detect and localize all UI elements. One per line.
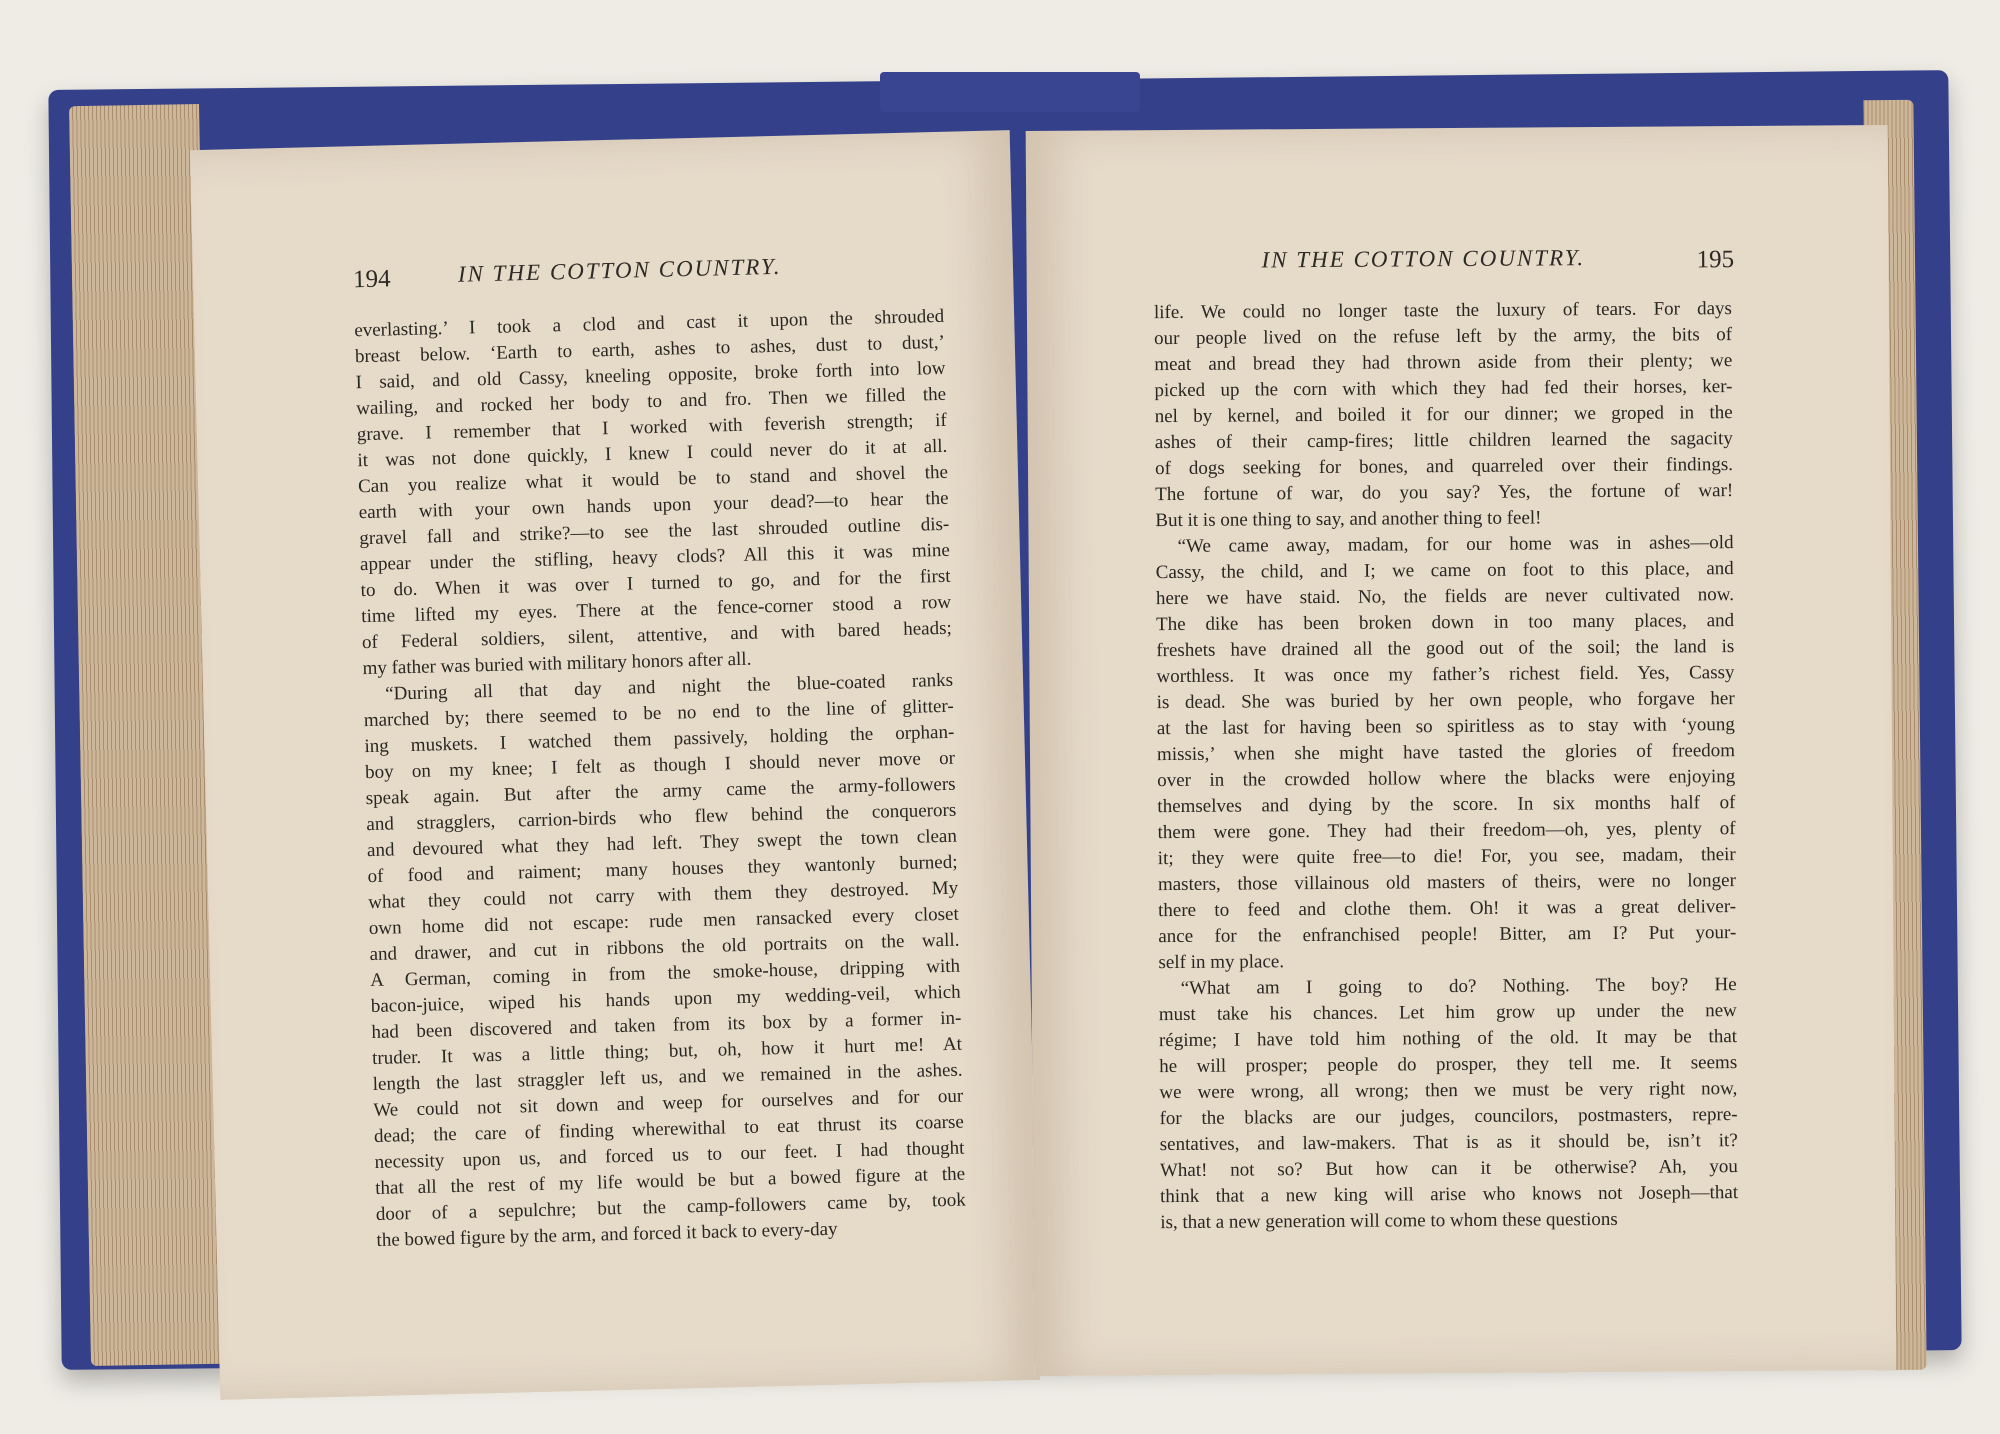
right-running-head: IN THE COTTON COUNTRY. [1261, 245, 1586, 273]
text-line: ashes of their camp-fires; little children learned the sagacity [1154, 428, 1733, 454]
text-line: Can you realize what it would be to stand and shovel the [357, 461, 949, 498]
text-line: truder. It was a little thing; but, oh, how it hurt me! At [371, 1033, 963, 1070]
text-line: must take his chances. Let him grow up under the new [1158, 1000, 1737, 1026]
text-line: We could not sit down and weep for ourselves and for our [373, 1085, 964, 1122]
text-line: of food and raiment; many houses they wantonly burned; [367, 851, 958, 888]
text-line: he will prosper; people do prosper, they tell me. It seems [1159, 1052, 1738, 1078]
text-line: gravel fall and strike?—to see the last shrouded outline dis- [359, 513, 950, 550]
text-line: at the last for having been so spiritless as to stay with ‘young [1156, 714, 1735, 740]
text-line: “We came away, madam, for our home was in ashes—old [1177, 532, 1734, 557]
text-line: appear under the stifling, heavy clods? All this it was mine [359, 539, 951, 576]
text-line: time lifted my eyes. There at the fence-corner stood a row [361, 591, 952, 628]
right-page-number: 195 [1696, 246, 1735, 274]
text-line: Cassy, the child, and I; we came on foot to this place, and [1155, 558, 1734, 584]
text-line: themselves and dying by the score. In six months half of [1157, 792, 1736, 818]
text-line: door of a sepulchre; but the camp-followers came by, took [375, 1189, 966, 1225]
text-line: What! not so? But how can it be otherwise? Ah, you [1159, 1156, 1738, 1182]
text-line: it; they were quite free—to die! For, you see, madam, their [1157, 844, 1736, 870]
text-line: grave. I remember that I worked with feverish strength; if [356, 409, 947, 446]
text-line: ance for the enfranchised people! Bitter, am I? Put your- [1158, 922, 1737, 948]
text-line: nel by kernel, and boiled it for our dinner; we groped in the [1154, 402, 1733, 428]
text-line: speak again. But after the army came the army-followers [365, 773, 956, 810]
text-line: meat and bread they had thrown aside from their plenty; we [1154, 350, 1733, 376]
text-line: boy on my knee; I felt as though I should never move or [364, 747, 956, 784]
left-page-text [354, 304, 967, 1254]
text-line: picked up the corn with which they had fed their horses, ker- [1154, 376, 1733, 402]
text-line: that all the rest of my life would be but a bowed figure at the [375, 1163, 966, 1199]
right-page-text [1154, 296, 1739, 1236]
text-line: I said, and old Cassy, kneeling opposite, broke forth into low [355, 357, 946, 394]
text-line: we were wrong, all wrong; then we must be very right now, [1159, 1078, 1738, 1104]
text-line: length the last straggler left us, and we remained in the ashes. [372, 1059, 963, 1096]
text-line: missis,’ when she might have tasted the glories of freedom [1156, 740, 1736, 766]
text-line: the bowed figure by the arm, and forced it back to every-day [376, 1218, 838, 1251]
text-line: The fortune of war, do you say? Yes, the fortune of war! [1155, 480, 1734, 506]
text-line: over in the crowded hollow where the blacks were enjoying [1157, 766, 1736, 792]
text-line: of Federal soldiers, silent, attentive, and with bared heads; [361, 617, 953, 654]
text-line: of dogs seeking for bones, and quarreled over their findings. [1154, 454, 1734, 480]
text-line: everlasting.’ I took a clod and cast it upon the shrouded [354, 305, 945, 342]
text-line: to do. When it was over I turned to go, and for the first [360, 565, 951, 602]
left-running-head: IN THE COTTON COUNTRY. [457, 253, 782, 287]
text-line: is dead. She was buried by her own people, who forgave her [1156, 688, 1735, 714]
text-line: ing muskets. I watched them passively, holding the orphan- [364, 721, 955, 758]
book-spine [880, 72, 1140, 112]
text-line: earth with your own hands upon your dead?—to hear the [358, 487, 949, 524]
text-line: wailing, and rocked her body to and fro. Then we filled the [355, 383, 947, 420]
text-line: self in my place. [1158, 951, 1285, 974]
text-line: marched by; there seemed to be no end to the line of glitter- [363, 695, 954, 732]
text-line: and drawer, and cut in ribbons the old portraits on the wall. [369, 929, 960, 966]
text-line: what they could not carry with them they destroyed. My [368, 877, 959, 914]
text-line: had been discovered and taken from its box by a former in- [371, 1007, 962, 1044]
text-line: But it is one thing to say, and another thing to feel! [1155, 507, 1542, 532]
text-line: for the blacks are our judges, councilors, postmasters, repre- [1159, 1104, 1738, 1130]
text-line: my father was buried with military honors after all. [362, 648, 752, 680]
text-line: our people lived on the refuse left by the army, the bits of [1154, 324, 1733, 350]
right-page [1026, 125, 1897, 1376]
text-line: “During all that day and night the blue-coated ranks [384, 669, 954, 705]
text-line: breast below. ‘Earth to earth, ashes to ashes, dust to dust,’ [354, 331, 946, 368]
text-line: bacon-juice, wiped his hands upon my wedding-veil, which [370, 981, 961, 1018]
text-line: own home did not escape: rude men ransacked every closet [368, 903, 960, 940]
text-line: there to feed and clothe them. Oh! it was a great deliver- [1158, 896, 1737, 922]
text-line: think that a new king will arise who knows not Joseph—that [1160, 1182, 1739, 1208]
text-line: life. We could no longer taste the luxury of tears. For days [1153, 298, 1732, 324]
text-line: here we have staid. No, the fields are never cultivated now. [1155, 584, 1734, 610]
text-line: The dike has been broken down in too many places, and [1156, 610, 1735, 636]
text-line: régime; I have told him nothing of the old. It may be that [1158, 1026, 1738, 1052]
text-line: worthless. It was once my father’s richest field. Yes, Cassy [1156, 662, 1735, 688]
text-line: is, that a new generation will come to whom these questions [1160, 1208, 1618, 1234]
text-line: it was not done quickly, I knew I could never do it at all. [357, 435, 948, 472]
text-line: dead; the care of finding wherewithal to eat thrust its coarse [373, 1111, 965, 1147]
text-line: and stragglers, carrion-birds who flew behind the conquerors [366, 799, 957, 836]
left-page-number: 194 [352, 265, 391, 294]
text-line: freshets have drained all the good out of the soil; the land is [1156, 636, 1735, 662]
text-line: and devoured what they had left. They swept the town clean [366, 825, 958, 862]
text-line: them were gone. They had their freedom—oh, yes, plenty of [1157, 818, 1736, 844]
text-line: sentatives, and law-makers. That is as it should be, isn’t it? [1159, 1130, 1738, 1156]
text-line: masters, those villainous old masters of theirs, were no longer [1157, 870, 1736, 896]
text-line: necessity upon us, and forced us to our feet. I had thought [374, 1137, 965, 1173]
text-line: “What am I going to do? Nothing. The boy? He [1180, 974, 1737, 999]
left-page [190, 130, 1040, 1400]
text-line: A German, coming in from the smoke-house, dripping with [369, 955, 961, 992]
